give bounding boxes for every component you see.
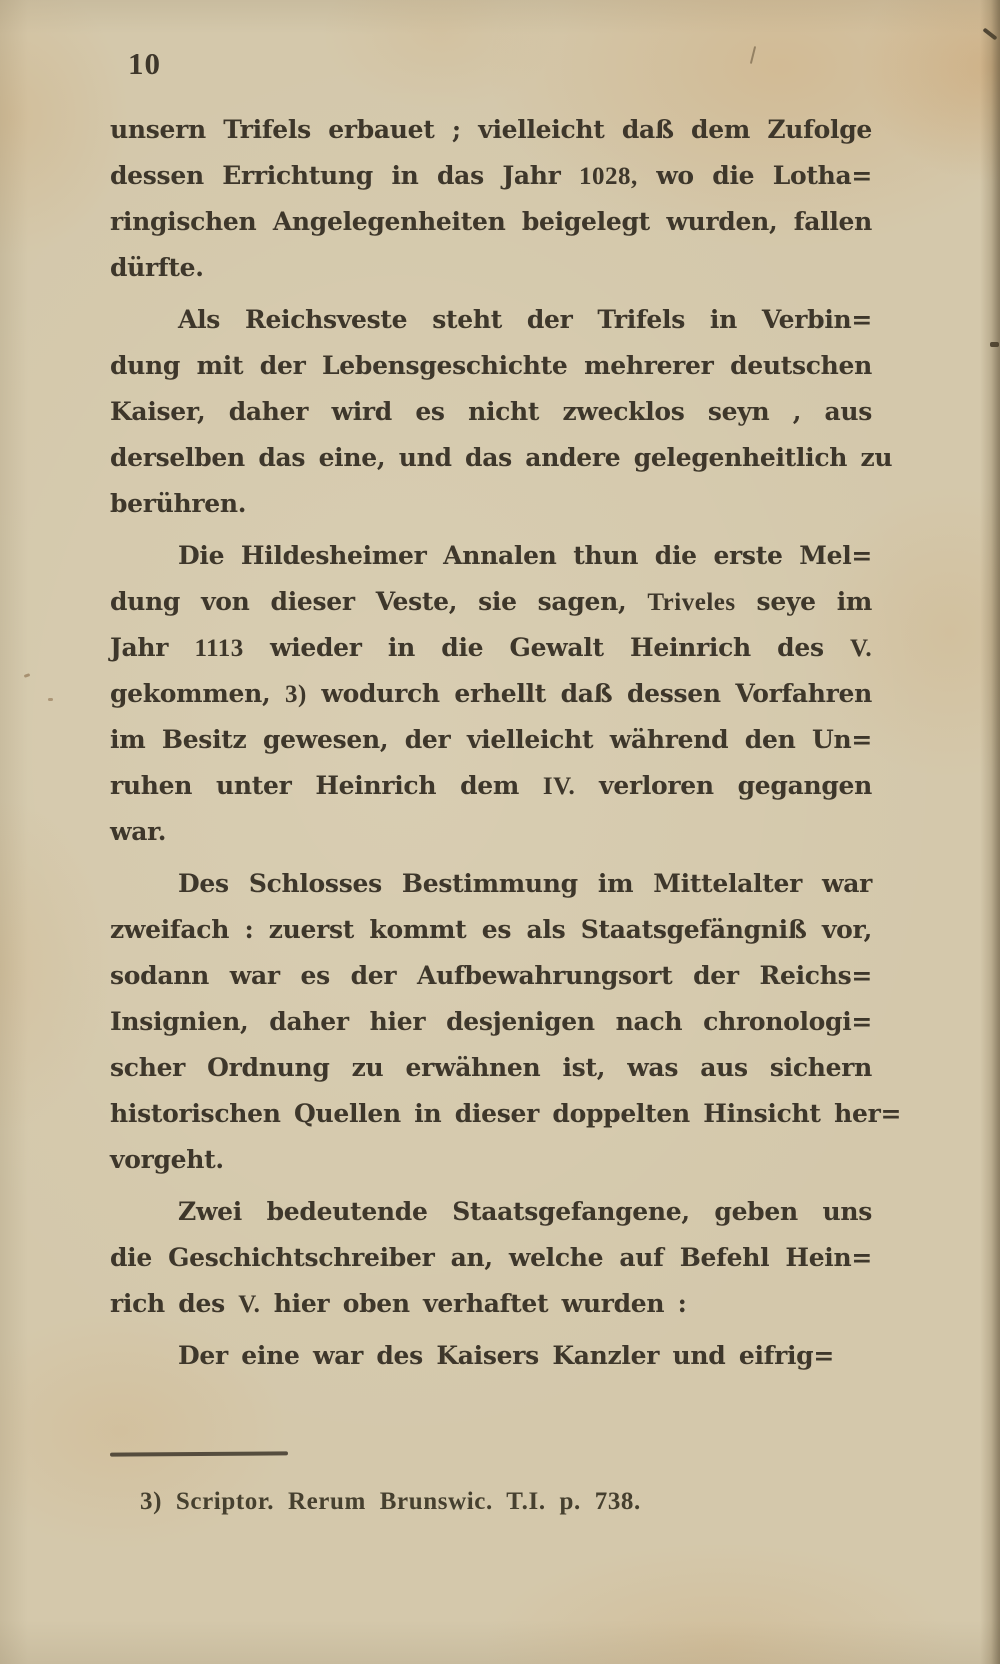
text-line: dung mit der Lebensgeschichte mehrerer deutschen [110,351,873,380]
text-line: berühren. [110,489,247,518]
text-line: ruhen unter Heinrich dem IV. verloren gegangen [110,771,873,800]
text-line: vorgeht. [110,1145,224,1174]
text-line: scher Ordnung zu erwähnen ist, was aus sichern [110,1053,873,1082]
text-line: Jahr 1113 wieder in die Gewalt Heinrich des V. [110,633,873,662]
text-line: rich des V. hier oben verhaftet wurden : [110,1289,687,1318]
text-line: Des Schlosses Bestimmung im Mittelalter war [178,869,873,898]
text-line: unsern Trifels erbauet ; vielleicht daß dem Zufolge [110,115,872,144]
ink-speck-mark [24,673,31,678]
text-line: gekommen, 3) wodurch erhellt daß dessen Vorfahren [110,679,873,708]
text-line: Zwei bedeutende Staatsgefangene, geben uns [178,1197,873,1226]
text-line: dürfte. [110,253,204,282]
paragraph [110,1333,872,1379]
antiqua-word: Triveles [647,589,736,616]
text-line: ringischen Angelegenheiten beigelegt wurden, fallen [110,207,873,236]
paragraph [110,533,872,855]
antiqua-word: 1028, [578,163,638,190]
footnote: 3) Scriptor. Rerum Brunswic. T.I. p. 738. [140,1488,641,1515]
antiqua-word: V. [238,1291,261,1318]
text-line: Der eine war des Kaisers Kanzler und eifrig= [178,1341,834,1370]
page-text [110,107,902,1385]
text-line: historischen Quellen in dieser doppelten Hinsicht her= [110,1099,902,1128]
text-line: dung von dieser Veste, sie sagen, Triveles seye im [110,587,873,616]
page-number: 10 [128,46,161,81]
ink-speck-mark [750,46,756,64]
text-line: Als Reichsveste steht der Trifels in Verbin= [178,305,873,334]
footnote-separator [110,1451,288,1456]
text-line: dessen Errichtung in das Jahr 1028, wo die Lotha= [110,161,873,190]
text-line: Insignien, daher hier desjenigen nach chronologi= [110,1007,873,1036]
text-line: zweifach : zuerst kommt es als Staatsgefängniß vor, [110,915,872,944]
ink-speck-mark [48,698,53,701]
antiqua-word: 1113 [194,635,244,662]
antiqua-word: 3) [284,681,307,708]
text-line: die Geschichtschreiber an, welche auf Befehl Hein= [110,1243,873,1272]
antiqua-word: IV. [542,773,576,800]
text-line: derselben das eine, und das andere gelegenheitlich zu [110,443,893,472]
text-line: war. [110,817,167,846]
text-line: Die Hildesheimer Annalen thun die erste Mel= [178,541,873,570]
paragraph [110,861,902,1183]
paragraph [110,1189,872,1327]
text-line: im Besitz gewesen, der vielleicht während den Un= [110,725,872,754]
paragraph [110,107,872,291]
text-line: Kaiser, daher wird es nicht zwecklos seyn , aus [110,397,873,426]
paragraph [110,297,893,527]
text-line: sodann war es der Aufbewahrungsort der Reichs= [110,961,873,990]
antiqua-word: V. [849,635,873,662]
page-right-edge-shadow [980,0,1000,1664]
